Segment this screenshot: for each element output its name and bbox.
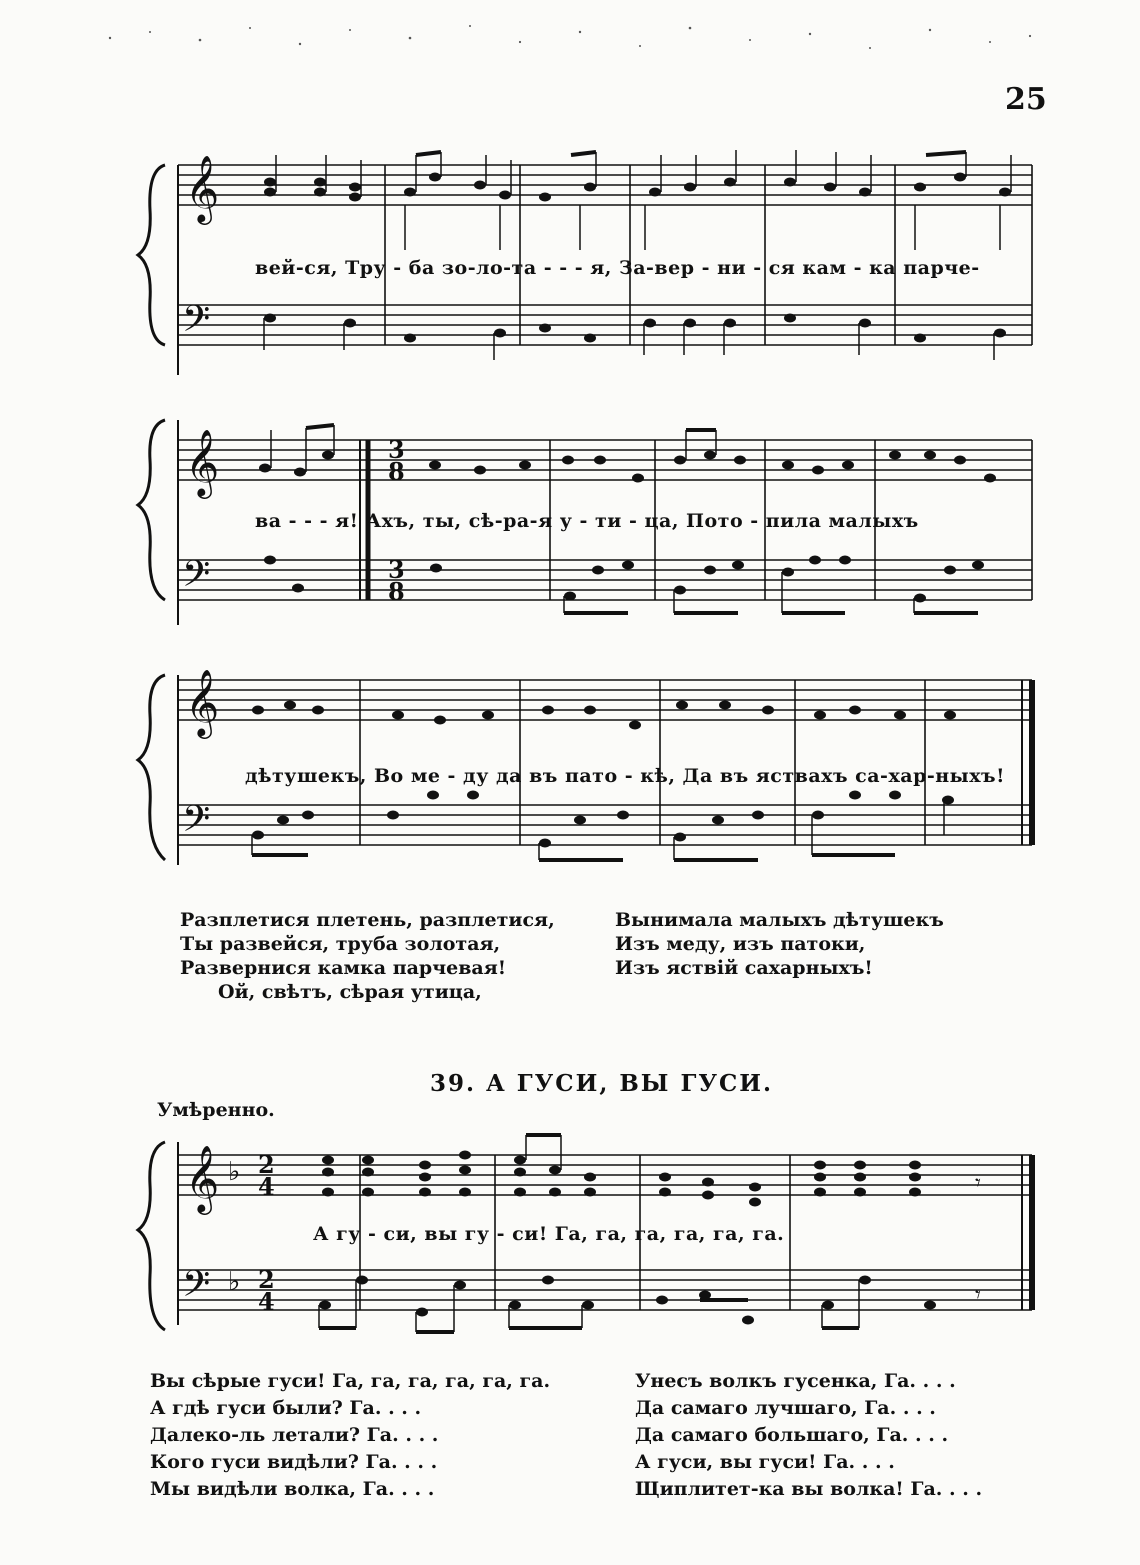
system-1-lyrics: вей-ся, Тру - ба зо-ло-та - - - я, За-вер - ни - ся кам - ка парче- (255, 257, 980, 279)
svg-text:𝄞: 𝄞 (185, 668, 220, 736)
svg-text:3: 3 (388, 555, 405, 584)
music-system-3 (0, 655, 1140, 895)
page-number: 25 (1005, 82, 1047, 117)
verse-line: Унесъ волкъ гусенка, Га. . . . (635, 1370, 956, 1392)
verse-line: Изъ яствій сахарныхъ! (615, 957, 873, 979)
svg-text:𝄢: 𝄢 (182, 298, 211, 349)
song-title: 39. А ГУСИ, ВЫ ГУСИ. (430, 1070, 774, 1097)
svg-text:𝄾: 𝄾 (975, 1171, 981, 1196)
verses-1-left (180, 908, 555, 1004)
scan-noise (90, 18, 1050, 78)
song-lyrics: А гу - си, вы гу - си! Га, га, га, га, га, га. (313, 1223, 785, 1245)
verse-line: А гдѣ гуси были? Га. . . . (150, 1397, 422, 1419)
verse-line: Мы видѣли волка, Га. . . . (150, 1478, 435, 1500)
system-1-notation (0, 130, 1140, 380)
svg-text:𝄢: 𝄢 (182, 798, 211, 849)
svg-text:2: 2 (258, 1265, 275, 1294)
svg-text:𝄞: 𝄞 (185, 154, 220, 222)
system-2-lyrics: ва - - - я! Ахъ, ты, сѣ-ра-я у - ти - ца, Пото - пила малыхъ (255, 510, 919, 532)
verses-2-right (635, 1368, 982, 1503)
svg-text:𝄞: 𝄞 (185, 1144, 220, 1212)
verse-line: Ты развейся, труба золотая, (180, 933, 501, 955)
verse-line: Да самаго большаго, Га. . . . (635, 1424, 949, 1446)
verse-line: Кого гуси видѣли? Га. . . . (150, 1451, 438, 1473)
music-system-2 (0, 400, 1140, 650)
svg-text:𝄾: 𝄾 (975, 1283, 981, 1308)
svg-text:3: 3 (388, 435, 405, 464)
svg-text:𝄢: 𝄢 (182, 553, 211, 604)
svg-text:𝄢: 𝄢 (182, 1263, 211, 1314)
system-3-lyrics: дѣтушекъ, Во ме - ду да въ пато - кѣ, Да въ яствахъ са-хар-ныхъ! (245, 765, 1005, 787)
time-signature-top: 2 (258, 1150, 275, 1179)
verse-line: Да самаго лучшаго, Га. . . . (635, 1397, 936, 1419)
verse-line: Вынимала малыхъ дѣтушекъ (615, 909, 944, 931)
verse-line: А гуси, вы гуси! Га. . . . (635, 1451, 895, 1473)
svg-text:4: 4 (258, 1287, 275, 1316)
verse-line: Развернися камка парчевая! (180, 957, 507, 979)
svg-text:♭: ♭ (228, 1267, 241, 1297)
verse-line: Далеко-ль летали? Га. . . . (150, 1424, 439, 1446)
music-system-1 (0, 130, 1140, 380)
verse-line: Вы сѣрые гуси! Га, га, га, га, га, га. (150, 1370, 551, 1392)
verse-line: Изъ меду, изъ патоки, (615, 933, 866, 955)
svg-text:8: 8 (388, 577, 405, 606)
svg-text:8: 8 (388, 457, 405, 486)
music-system-4 (0, 1120, 1140, 1350)
svg-text:𝄞: 𝄞 (185, 428, 220, 496)
verse-line: Щиплитет-ка вы волка! Га. . . . (635, 1478, 983, 1500)
tempo-marking: Умѣренно. (157, 1099, 275, 1121)
verse-line: Ой, свѣтъ, сѣрая утица, (218, 981, 482, 1003)
svg-text:♭: ♭ (228, 1157, 241, 1187)
verses-1-right (615, 908, 944, 980)
time-signature-bottom: 4 (258, 1172, 275, 1201)
verses-2-left (150, 1368, 550, 1503)
verse-line: Разплетися плетень, разплетися, (180, 909, 555, 931)
